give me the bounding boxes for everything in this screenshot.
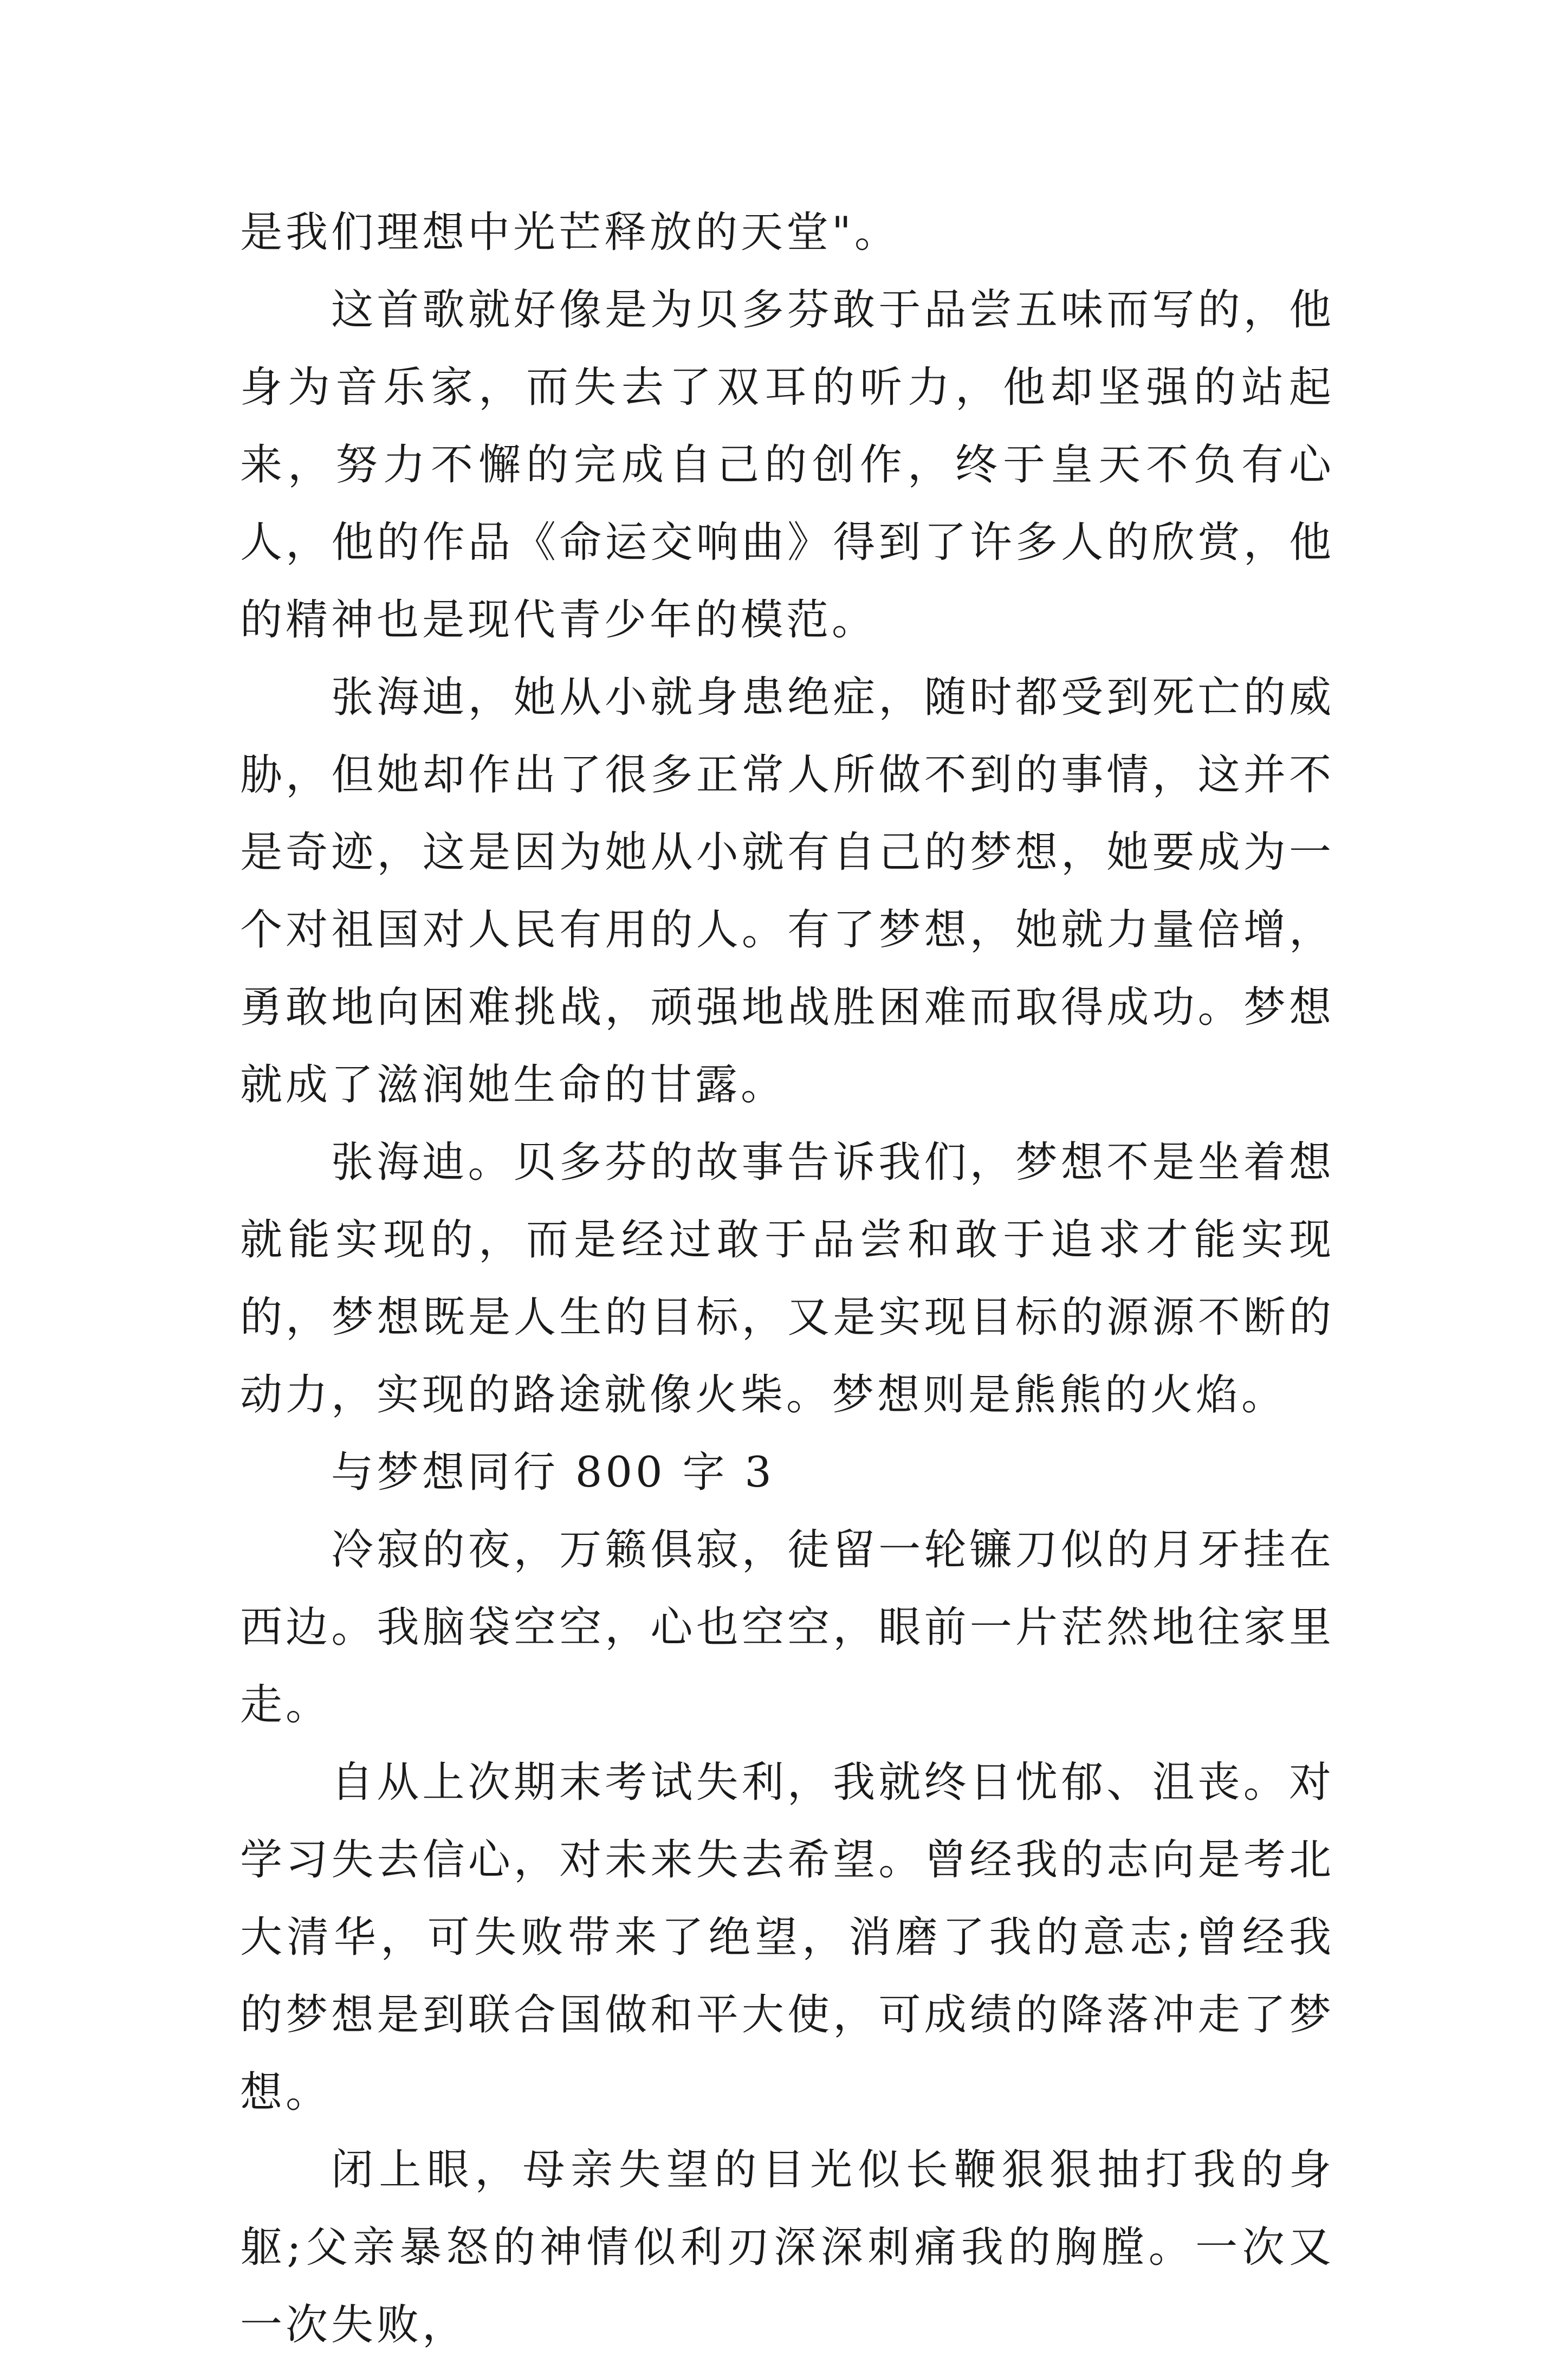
paragraph-exam-failure: 自从上次期末考试失利，我就终日忧郁、沮丧。对学习失去信心，对未来失去希望。曾经我的志向是考北大清华，可失败带来了绝望，消磨了我的意志;曾经我的梦想是到联合国做和平大使，可成绩的降落冲走了梦想。 xyxy=(240,1758,1334,2117)
paragraph-parents: 闭上眼，母亲失望的目光似长鞭狠狠抽打我的身躯;父亲暴怒的神情似利刃深深刺痛我的胸膛。一次又一次失败， xyxy=(240,2146,1334,2349)
paragraph-continuation: 是我们理想中光芒释放的天堂"。 xyxy=(240,208,900,257)
paragraph-zhang-haidi: 张海迪，她从小就身患绝症，随时都受到死亡的威胁，但她却作出了很多正常人所做不到的事情，这并不是奇迹，这是因为她从小就有自己的梦想，她要成为一个对祖国对人民有用的人。有了梦想，她就力量倍增，勇敢地向困难挑战，顽强地战胜困难而取得成功。梦想就成了滋润她生命的甘露。 xyxy=(240,673,1334,1109)
paragraph-beethoven: 这首歌就好像是为贝多芬敢于品尝五味而写的，他身为音乐家，而失去了双耳的听力，他却坚强的站起来，努力不懈的完成自己的创作，终于皇天不负有心人，他的作品《命运交响曲》得到了许多人的欣赏，他的精神也是现代青少年的模范。 xyxy=(240,286,1334,644)
paragraph-cold-night: 冷寂的夜，万籁俱寂，徒留一轮镰刀似的月牙挂在西边。我脑袋空空，心也空空，眼前一片茫然地往家里走。 xyxy=(240,1526,1334,1729)
document-body xyxy=(240,194,1334,2364)
section-heading: 与梦想同行 800 字 3 xyxy=(331,1448,775,1497)
paragraph-lesson: 张海迪。贝多芬的故事告诉我们，梦想不是坐着想就能实现的，而是经过敢于品尝和敢于追求才能实现的，梦想既是人生的目标，又是实现目标的源源不断的动力，实现的路途就像火柴。梦想则是熊熊的火焰。 xyxy=(240,1138,1334,1419)
